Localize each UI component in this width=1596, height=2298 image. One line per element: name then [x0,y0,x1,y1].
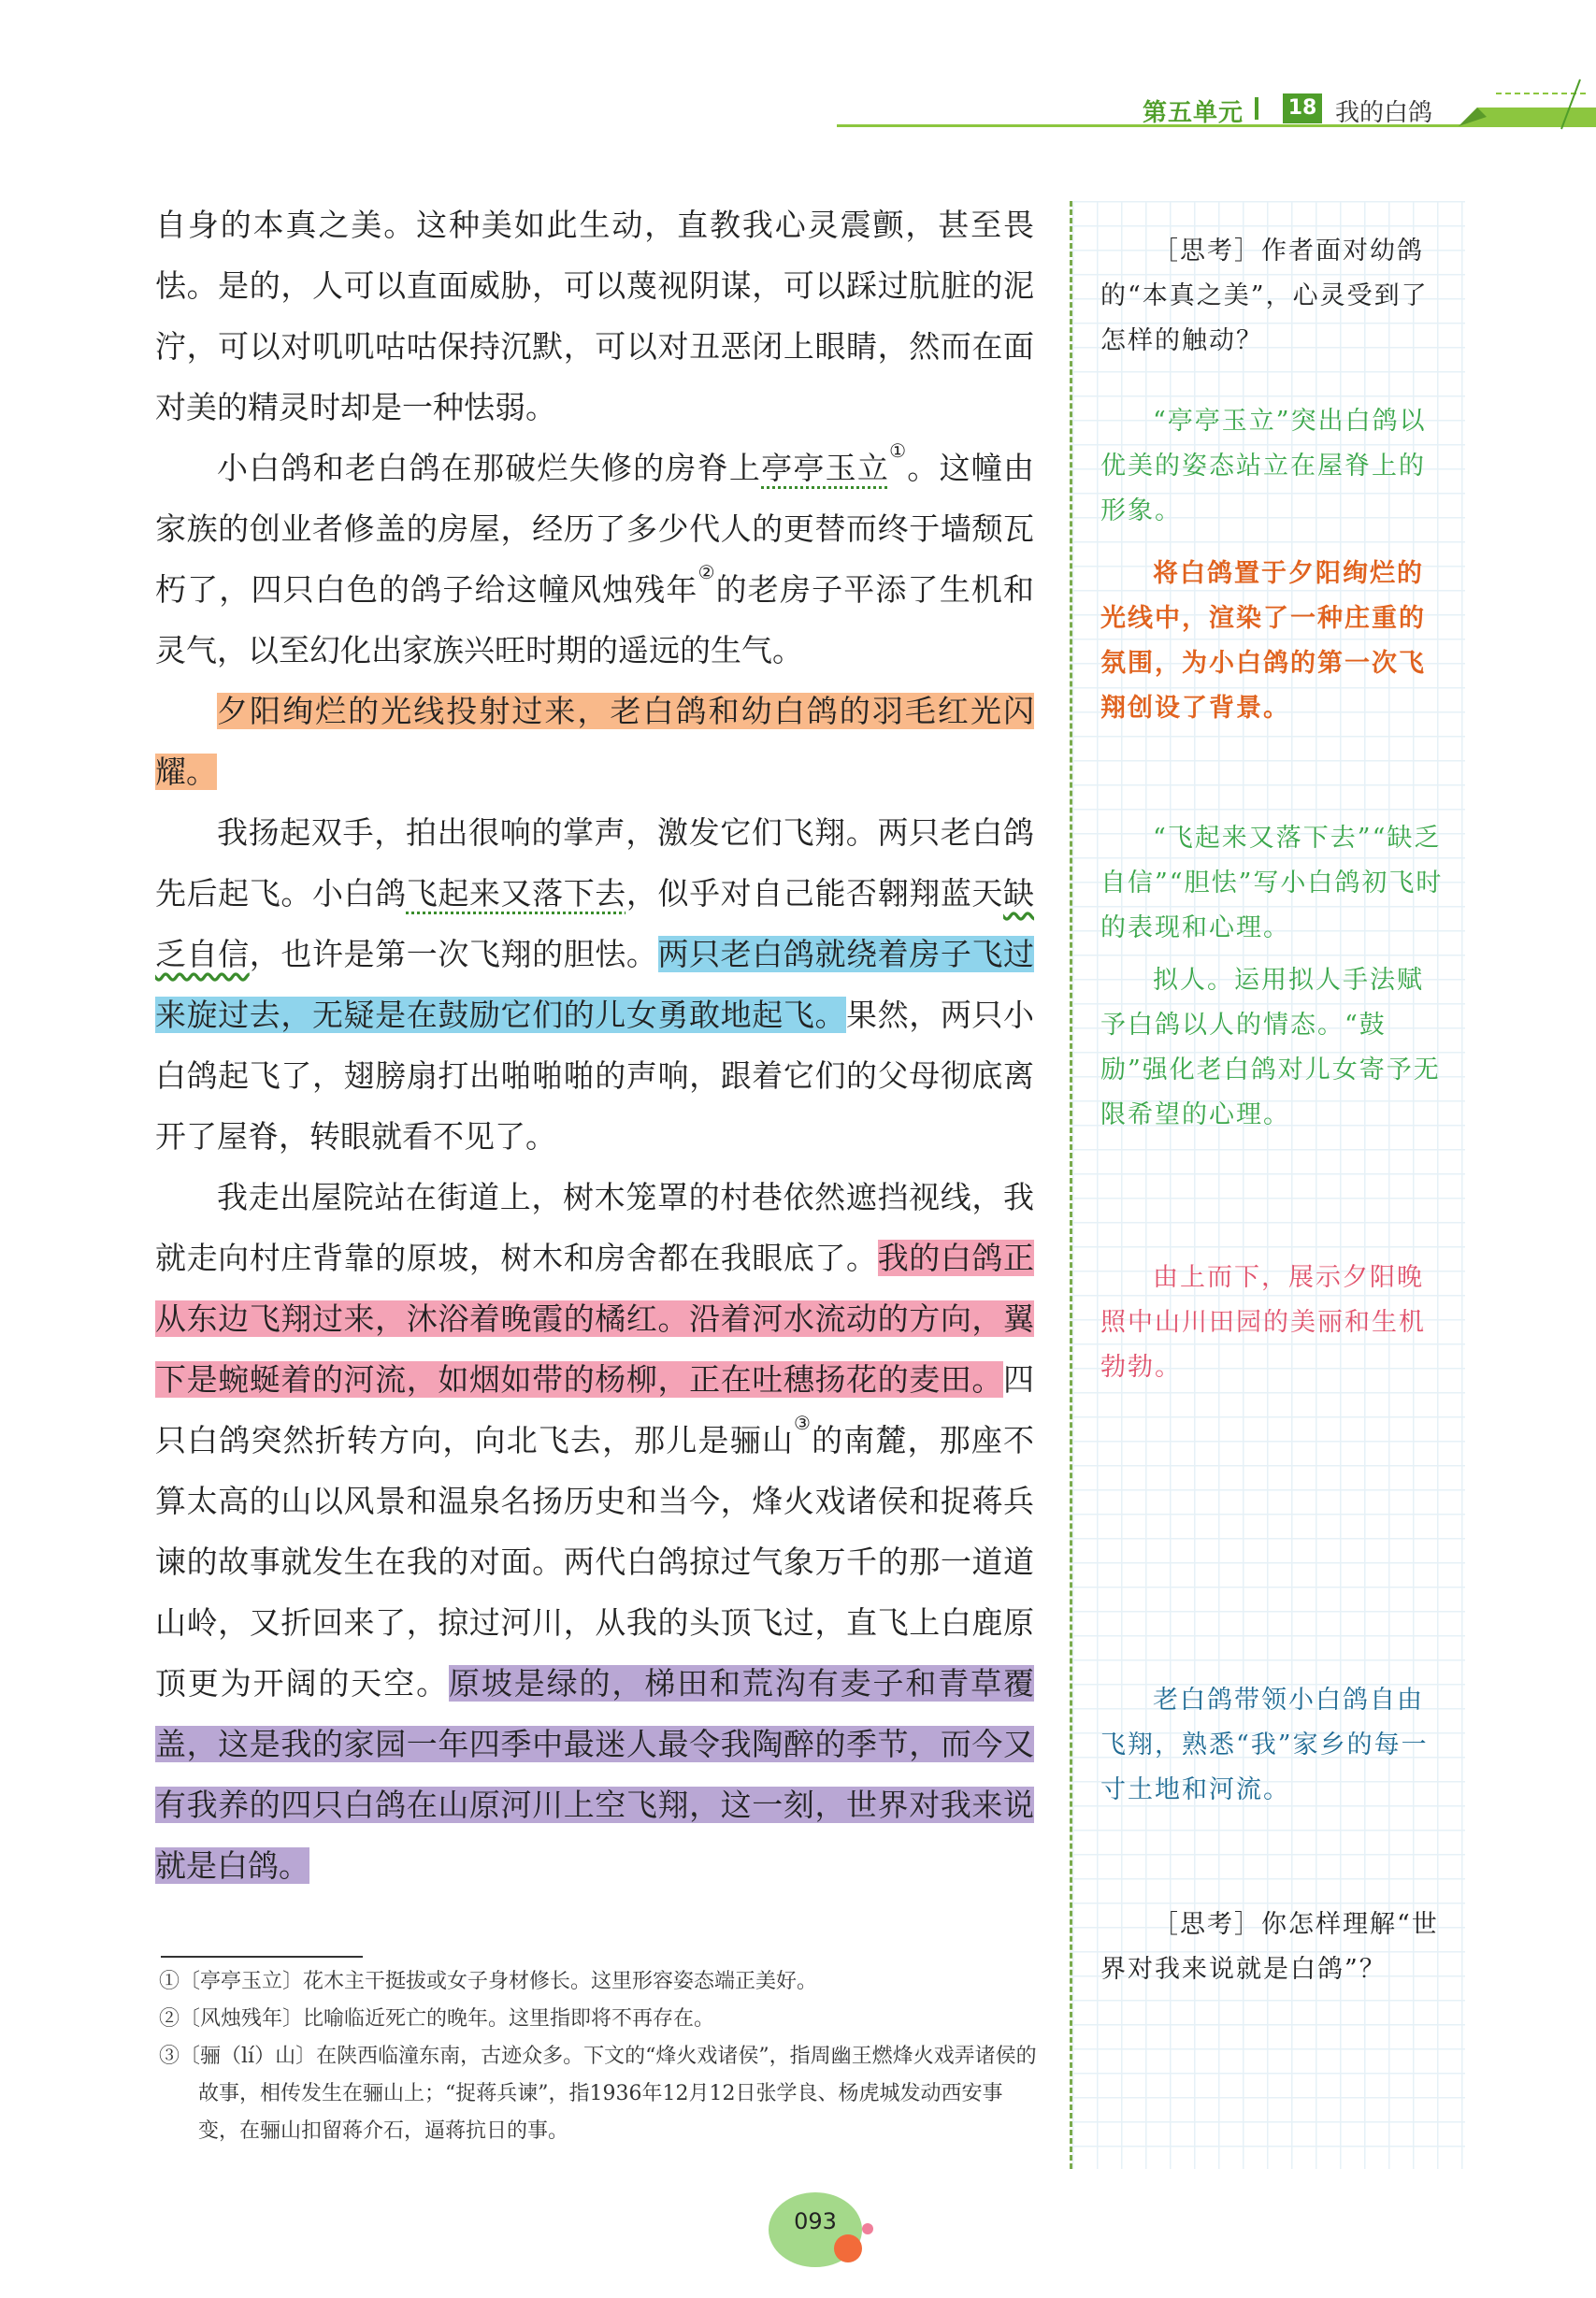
footnote-ref-2[interactable]: ② [697,561,716,583]
think-question-1: ［思考］作者面对幼鸽的“本真之美”，心灵受到了怎样的触动？ [1100,237,1429,355]
highlight-sunset: 夕阳绚烂的光线投射过来，老白鸽和幼白鸽的羽毛红光闪耀。 [155,693,1034,790]
text-span: 。这幢由家族的创业者修盖的房屋，经历了多少代人的更替而终于墙颓瓦朽了，四只白色的鸽子给这幢风烛残年 [155,450,1035,608]
text-span: 我走出屋院站在街道上，树木笼罩的村巷依然遮挡视线，我就走向村庄背靠的原坡，树木和房舍都在我眼底了。 [155,1179,1034,1276]
note-personification: 拟人。运用拟人手法赋予白鸽以人的情态。“鼓励”强化老白鸽对儿女寄予无限希望的心理。 [1100,966,1441,1129]
text-span: ，也许是第一次飞翔的 [249,936,564,972]
think-question-2: ［思考］你怎样理解“世界对我来说就是白鸽”？ [1100,1910,1439,1984]
footnote-2: ②〔风烛残年〕比喻临近死亡的晚年。这里指即将不再存在。 [159,2007,715,2031]
paragraph-4 [155,802,1034,1167]
unit-label: 第五单元 [1143,99,1244,127]
pencil-decoration-icon [1459,75,1596,131]
article-body [155,194,1034,1896]
text-span: 我扬起双手，拍出很响的掌声，激发它们飞翔。两只老白鸽先后起飞。小白鸽 [155,814,1034,912]
text-span: 果然，两只小白鸽起飞了，翅膀扇打出啪啪啪的声响，跟着它们的父母彻底离开了屋脊，转眼就看不见了。 [155,997,1035,1155]
note-scenery: 由上而下，展示夕阳晚照中山川田园的美丽和生机勃勃。 [1100,1263,1426,1382]
marked-phrase-tingtingyuli: 亭亭玉立 [761,450,890,486]
lesson-title: 我的白鸽 [1335,99,1433,127]
text-span: 小白鸽和老白鸽在那破烂失修的房脊上 [217,450,762,486]
text-span: 。 [625,936,658,972]
paragraph-5 [155,1167,1034,1896]
note-tingtingyuli: “亭亭玉立”突出白鸽以优美的姿态站立在屋脊上的形象。 [1100,407,1427,525]
page-number: 093 [794,2208,837,2234]
footnote-divider [161,1956,363,1958]
annotation-column [1070,201,1465,2169]
marked-phrase-timid: 胆怯 [563,936,626,972]
lesson-number-badge: 18 [1283,93,1322,123]
highlight-encourage: 两只老白鸽就绕着房子飞过来旋过去，无疑是在鼓励它们的儿女勇敢地起飞。 [155,936,1035,1033]
highlight-world-is-pigeon: 原坡是绿的，梯田和荒沟有麦子和青草覆盖，这是我的家园一年四季中最迷人最令我陶醉的季节，而今又有我养的四只白鸽在山原河川上空飞翔，这一刻，世界对我来说就是白鸽。 [155,1665,1035,1884]
decorative-dot [834,2234,862,2262]
marked-phrase-fly-fall: 飞起来又落下去 [406,875,626,912]
note-sunset: 将白鸽置于夕阳绚烂的光线中，渲染了一种庄重的氛围，为小白鸽的第一次飞翔创设了背景。 [1100,559,1426,723]
text-span: 的老房子平添了生机和灵气，以至幻化出家族兴旺时期的遥远的生气。 [155,571,1035,668]
footnotes [159,1963,1038,2150]
marked-phrase-lack-confidence: 缺乏自信 [155,875,1035,972]
paragraph-3 [155,681,1034,802]
note-first-flight: “飞起来又落下去”“缺乏自信”“胆怯”写小白鸽初飞时的表现和心理。 [1100,824,1444,942]
highlight-landscape: 我的白鸽正从东边飞翔过来，沐浴着晚霞的橘红。沿着河水流动的方向，翼下是蜿蜒着的河流，如烟如带的杨柳，正在吐穗扬花的麦田。 [155,1240,1035,1398]
text-span: ，似乎对自己能否翱翔蓝天 [625,875,1004,912]
footnote-1: ①〔亭亭玉立〕花木主干挺拔或女子身材修长。这里形容姿态端正美好。 [159,1970,818,1993]
footnote-ref-1[interactable]: ① [889,439,908,462]
header-separator [1255,97,1258,120]
footnote-ref-3[interactable]: ③ [794,1412,812,1434]
paragraph-2 [155,438,1034,681]
text-span: 四只白鸽突然折转方向，向北飞去，那儿是骊山 [155,1361,1034,1458]
decorative-dot [862,2223,873,2234]
text-span: 的南麓，那座不算太高的山以风景和温泉名扬历史和当今，烽火戏诸侯和捉蒋兵谏的故事就发生在我的对面。两代白鸽掠过气象万千的那一道道山岭，又折回来了，掠过河川，从我的头顶飞过，直飞上白鹿原顶更为开阔的天空。 [155,1422,1035,1702]
note-lead-flight: 老白鸽带领小白鸽自由飞翔，熟悉“我”家乡的每一寸土地和河流。 [1100,1686,1429,1804]
footnote-3: ③〔骊（lí）山〕在陕西临潼东南，古迹众多。下文的“烽火戏诸侯”，指周幽王燃烽火戏弄诸侯的故事，相传发生在骊山上；“捉蒋兵谏”，指1936年12月12日张学良、杨虎城发动西安事变，在骊山扣留蒋介石，逼蒋抗日的事。 [159,2045,1037,2143]
paragraph-1: 自身的本真之美。这种美如此生动，直教我心灵震颤，甚至畏怯。是的，人可以直面威胁，可以蔑视阴谋，可以踩过肮脏的泥泞，可以对叽叽咕咕保持沉默，可以对丑恶闭上眼睛，然而在面对美的精灵时却是一种怯弱。 [155,207,1034,425]
